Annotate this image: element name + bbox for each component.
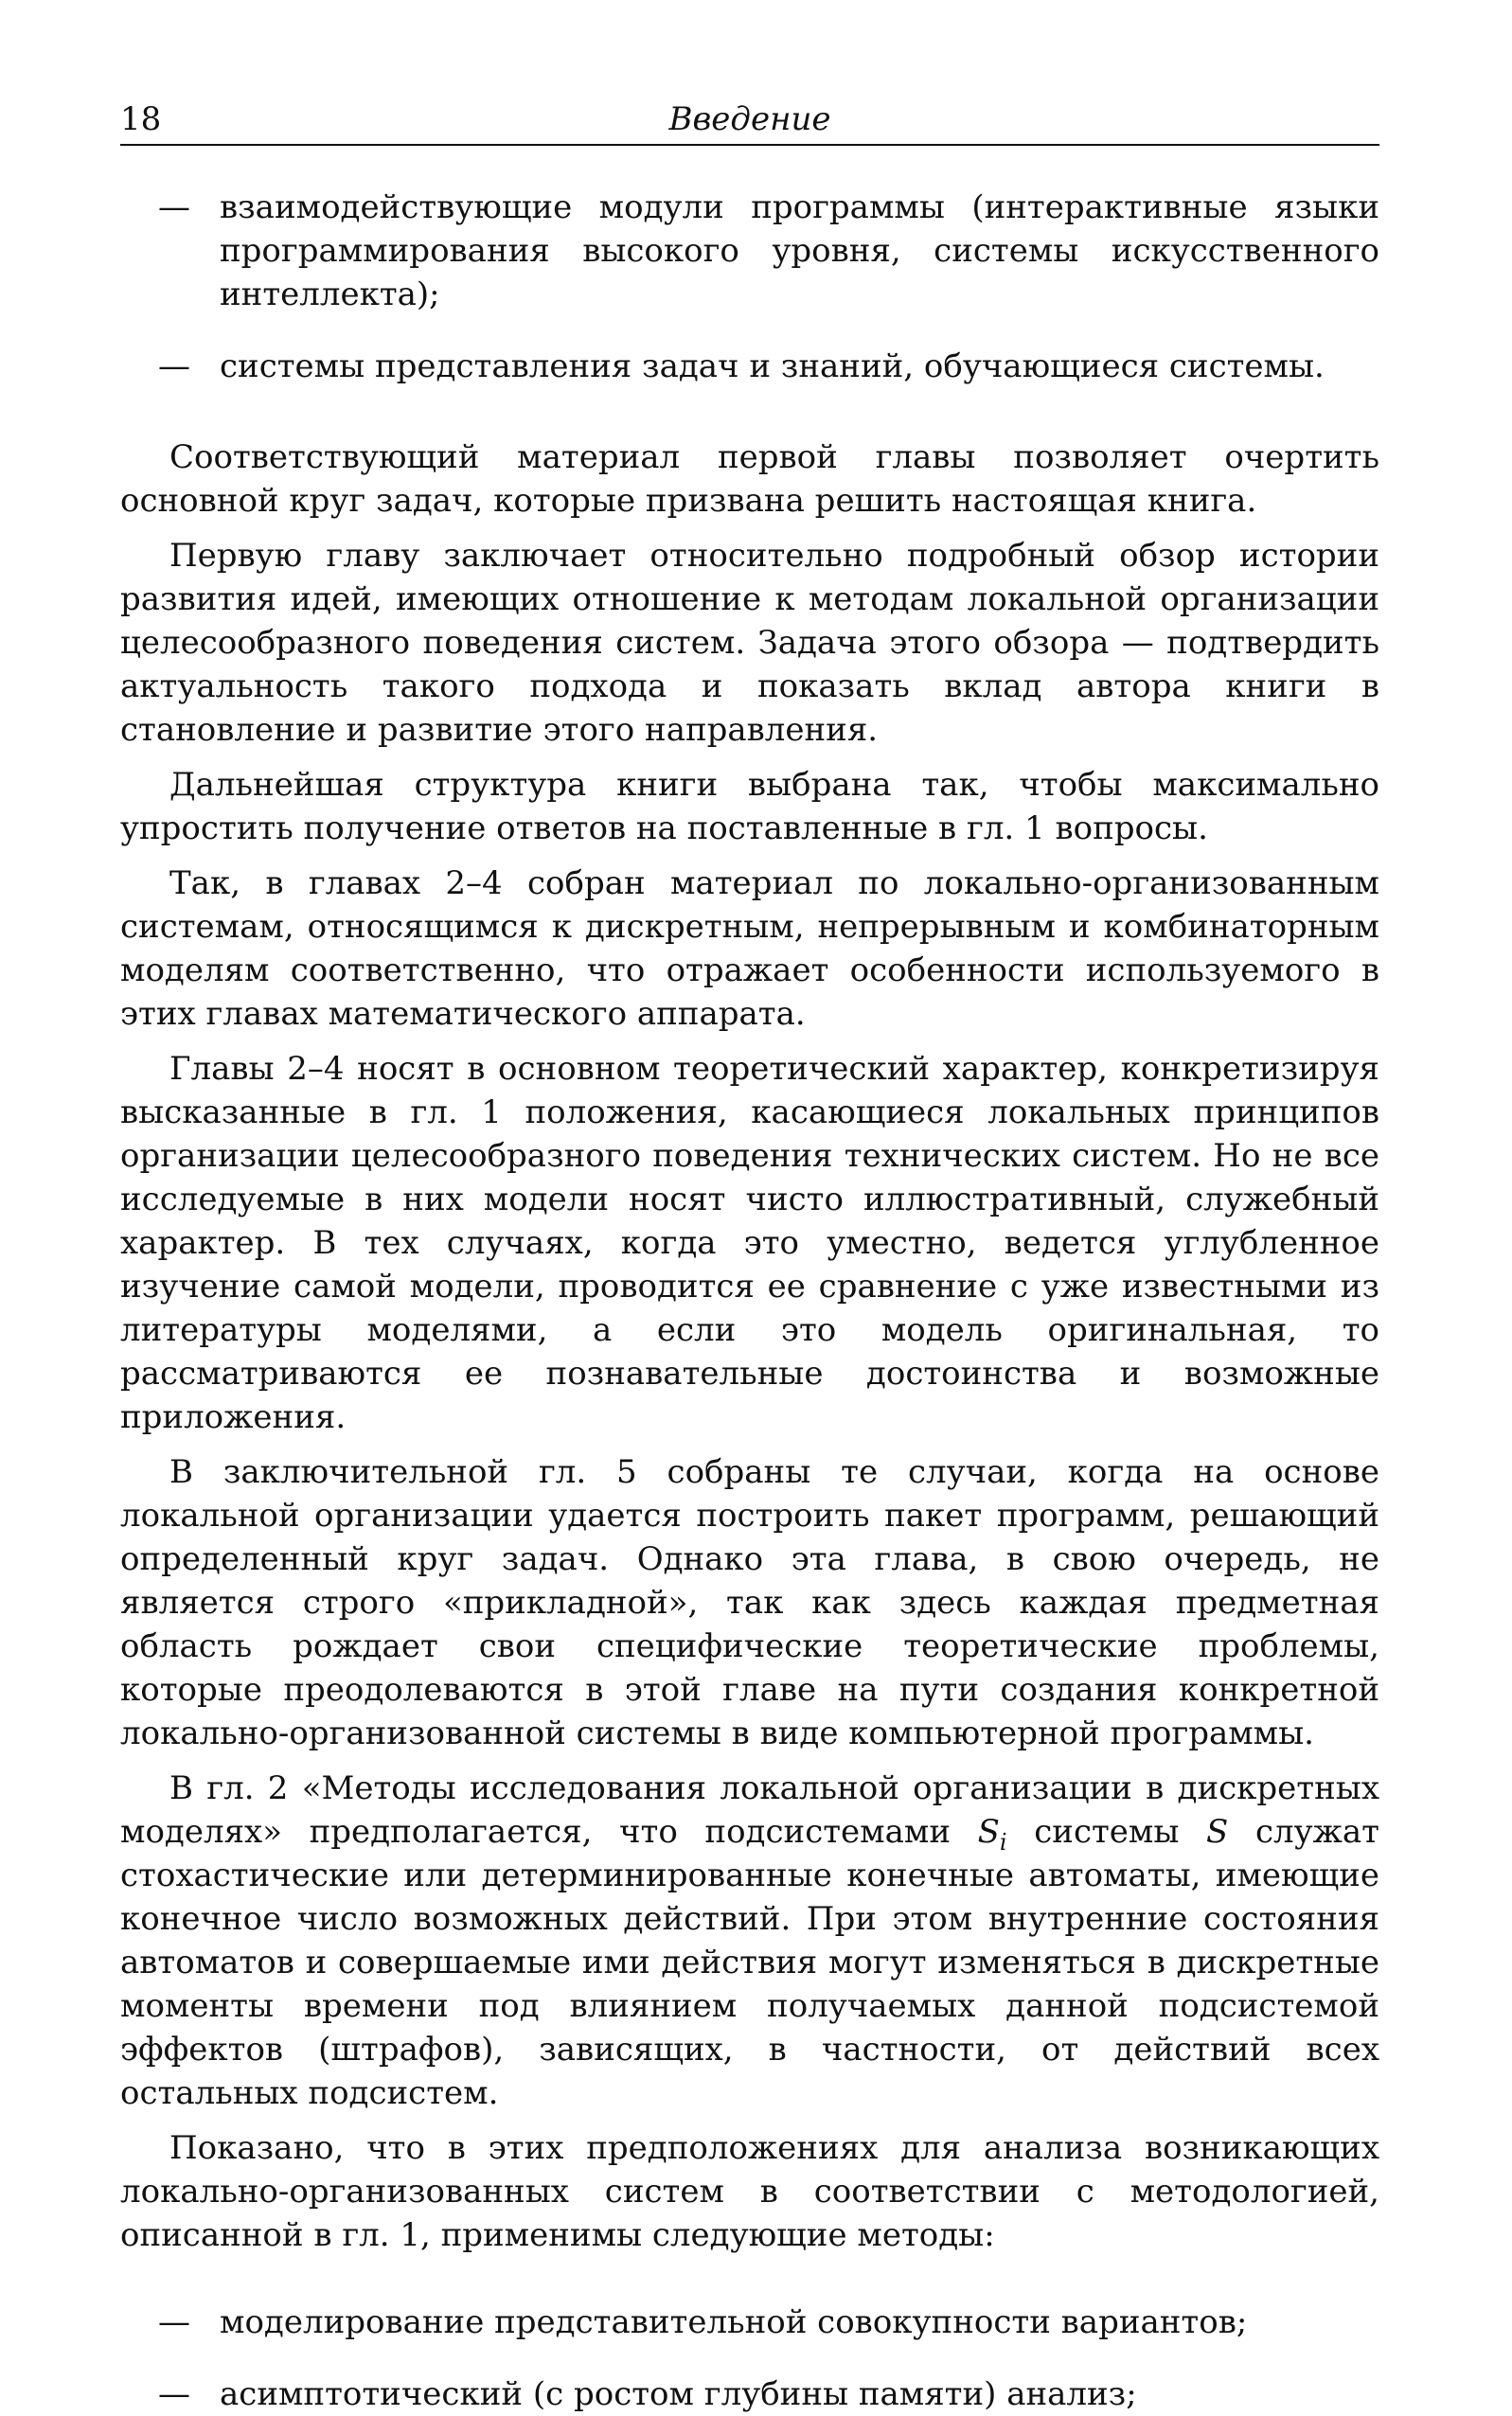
math-symbol-s: S — [977, 1813, 1000, 1851]
running-title: Введение — [668, 100, 831, 138]
list-item-text: системы представления задач и знаний, обучающиеся системы. — [220, 347, 1325, 385]
paragraph-8: Показано, что в этих предположениях для анализа возникающих локально-организованных систем в соответствии с методологией, описанной в гл. 1, применимы следующие методы: — [120, 2129, 1379, 2254]
body-text — [120, 186, 1379, 2416]
paragraph-7-text-end: служат стохастические или детерминированные конечные автоматы, имеющие конечное число возможных действий. При этом внутренние состояния автоматов и совершаемые ими действия могут изменяться в дискретные моменты времени под влиянием получаемых данной подсистемой эффектов (штрафов), зависящих, в частности, от действий всех остальных подсистем. — [120, 1813, 1379, 2112]
list-item — [120, 2372, 1379, 2416]
math-subscript-i: i — [999, 1828, 1007, 1856]
running-header — [120, 98, 1379, 146]
dash-bullet: — — [158, 2303, 190, 2341]
list-item — [120, 345, 1379, 388]
paragraph-7 — [120, 1767, 1379, 2115]
list-item — [120, 186, 1379, 316]
top-dash-list — [120, 186, 1379, 388]
dash-bullet: — — [158, 188, 190, 226]
paragraph-1: Соответствующий материал первой главы позволяет очертить основной круг задач, которые призвана решить настоящая книга. — [120, 438, 1379, 520]
paragraph-7-text-start: В гл. 2 «Методы исследования локальной организации в дискретных моделях» предполагается, что подсистемами — [120, 1769, 1379, 1851]
paragraph-3: Дальнейшая структура книги выбрана так, чтобы максимально упростить получение ответов на поставленные в гл. 1 вопросы. — [120, 766, 1379, 847]
list-item-text: моделирование представительной совокупности вариантов; — [220, 2303, 1248, 2341]
paragraphs — [120, 435, 1379, 2257]
list-item — [120, 2301, 1379, 2344]
paragraph-5: Главы 2–4 носят в основном теоретический характер, конкретизируя высказанные в гл. 1 положения, касающиеся локальных принципов организации целесообразного поведения технических систем. Но не все исследуемые в них модели носят чисто иллюстративный, служебный характер. В тех случаях, когда это уместно, ведется углубленное изучение самой модели, проводится ее сравнение с уже известными из литературы моделями, а если это модель оригинальная, то рассматриваются ее познавательные достоинства и возможные приложения. — [120, 1050, 1379, 1436]
list-item-text: асимптотический (с ростом глубины памяти) анализ; — [220, 2375, 1137, 2413]
math-s-i — [977, 1813, 1007, 1856]
bottom-dash-list — [120, 2301, 1379, 2416]
paragraph-4: Так, в главах 2–4 собран материал по локально-организованным системам, относящимся к дискретным, непрерывным и комбинаторным моделям соответственно, что отражает особенности используемого в этих главах математического аппарата. — [120, 864, 1379, 1033]
dash-bullet: — — [158, 2375, 190, 2413]
list-item-text: взаимодействующие модули программы (интерактивные языки программирования высокого уровня, системы искусственного интеллекта); — [220, 188, 1379, 313]
paragraph-2: Первую главу заключает относительно подробный обзор истории развития идей, имеющих отношение к методам локальной организации целесообразного поведения систем. Задача этого обзора — подтвердить актуальность такого подхода и показать вклад автора книги в становление и развитие этого направления. — [120, 537, 1379, 749]
page-number: 18 — [120, 100, 162, 138]
dash-bullet: — — [158, 347, 190, 385]
math-symbol-s-system: S — [1206, 1813, 1229, 1851]
paragraph-6: В заключительной гл. 5 собраны те случаи, когда на основе локальной организации удается построить пакет программ, решающий определенный круг задач. Однако эта глава, в свою очередь, не является строго «прикладной», так как здесь каждая предметная область рождает свои специфические теоретические проблемы, которые преодолеваются в этой главе на пути создания конкретной локально-организованной системы в виде компьютерной программы. — [120, 1453, 1379, 1752]
paragraph-7-text-middle: системы — [1006, 1813, 1207, 1851]
